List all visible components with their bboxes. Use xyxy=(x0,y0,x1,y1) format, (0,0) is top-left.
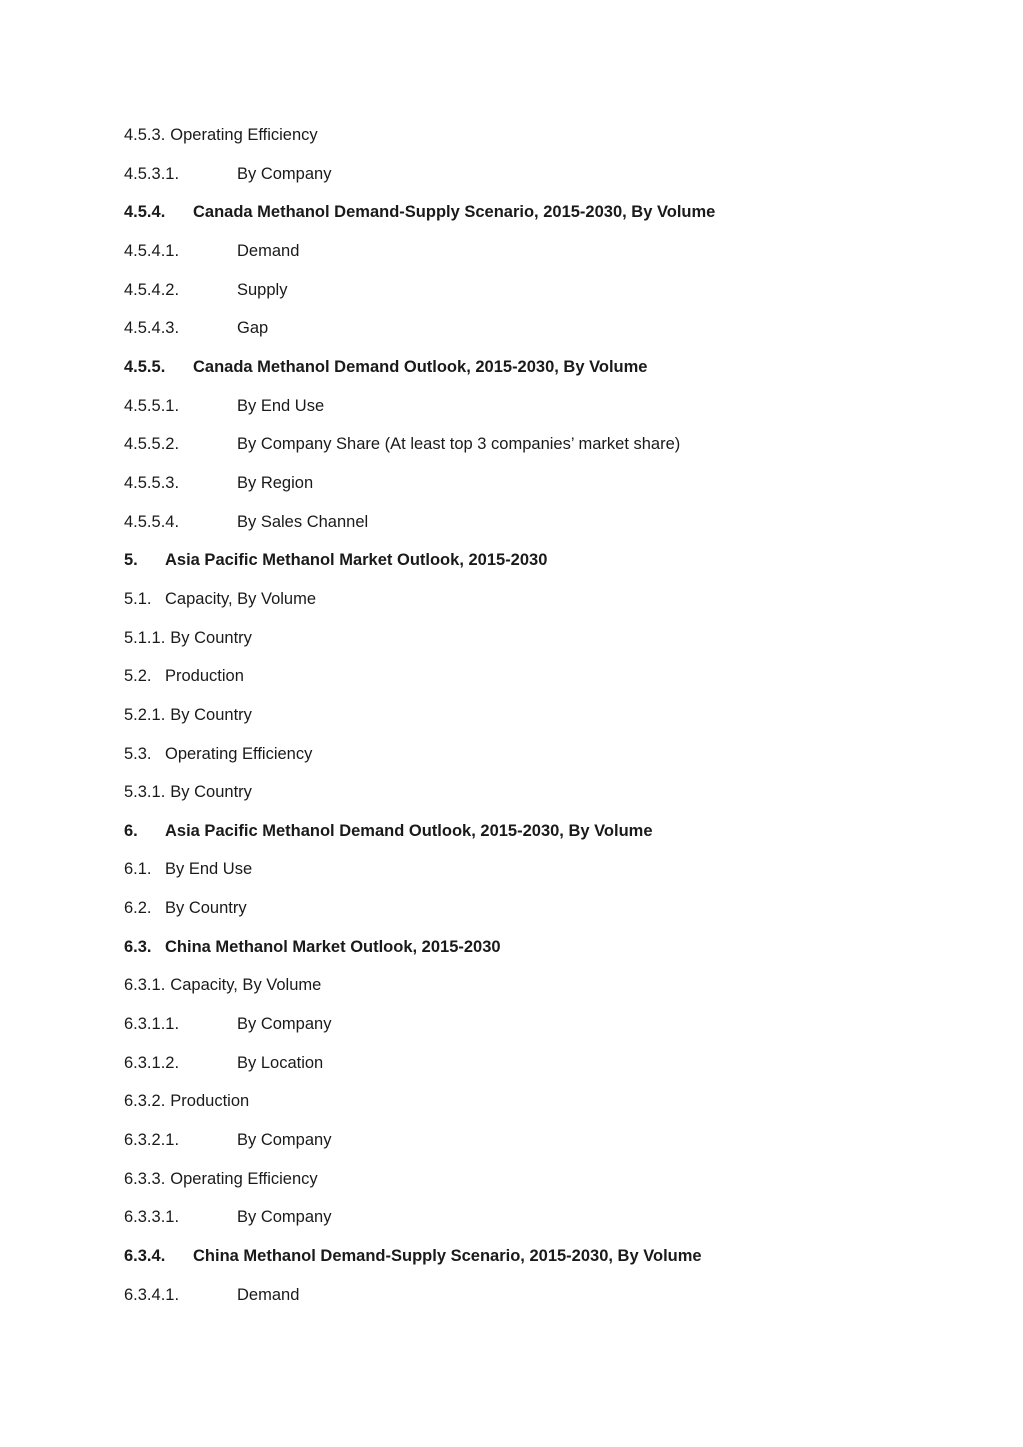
toc-entry xyxy=(124,1168,715,1207)
toc-entry xyxy=(124,665,715,704)
toc-entry-title: By Region xyxy=(237,473,314,492)
toc-entry-title: Operating Efficiency xyxy=(170,126,318,144)
toc-entry-title: Demand xyxy=(237,1285,300,1304)
toc-entry-number: 5.2.1. xyxy=(124,705,166,724)
toc-entry xyxy=(124,1284,715,1323)
toc-entry-number: 4.5.5.4. xyxy=(124,512,180,531)
toc-entry xyxy=(124,124,715,163)
toc-entry-title: By End Use xyxy=(237,396,325,415)
toc-entry-number: 4.5.4.3. xyxy=(124,319,180,338)
toc-entry xyxy=(124,472,715,511)
toc-entry xyxy=(124,1129,715,1168)
toc-entry-title: By Company xyxy=(237,1015,332,1034)
toc-entry xyxy=(124,743,715,782)
toc-entry-number: 4.5.5.1. xyxy=(124,396,180,415)
toc-heading xyxy=(124,936,715,975)
toc-entry-number: 4.5.5.2. xyxy=(124,435,180,454)
toc-entry-title: By Country xyxy=(170,628,252,647)
toc-entry-number: 4.5.4.2. xyxy=(124,280,180,299)
toc-entry-title: By Company xyxy=(237,1131,332,1150)
toc-entry-title: By Country xyxy=(170,705,252,724)
toc-entry xyxy=(124,1090,715,1129)
toc-entry-number: 5.2. xyxy=(124,667,152,686)
toc-entry-title: By Sales Channel xyxy=(237,512,369,531)
toc-entry-number: 5.3.1. xyxy=(124,783,166,802)
toc-entry-title: By End Use xyxy=(165,860,253,879)
toc-entry-number: 6.3.1.1. xyxy=(124,1015,180,1034)
toc-entry-number: 4.5.3.1. xyxy=(124,164,180,183)
toc-entry xyxy=(124,511,715,550)
table-of-contents xyxy=(124,124,715,1322)
toc-entry-number: 4.5.5.3. xyxy=(124,473,180,492)
toc-entry xyxy=(124,974,715,1013)
toc-entry-title: Capacity, By Volume xyxy=(170,976,322,995)
toc-heading xyxy=(124,820,715,859)
toc-entry xyxy=(124,588,715,627)
toc-entry-title: Canada Methanol Demand Outlook, 2015-2030, By Volume xyxy=(193,357,648,376)
toc-entry-title: China Methanol Market Outlook, 2015-2030 xyxy=(165,937,501,956)
toc-entry xyxy=(124,395,715,434)
toc-entry-number: 4.5.4.1. xyxy=(124,241,180,260)
toc-entry-number: 6.3.3.1. xyxy=(124,1208,180,1227)
toc-entry-number: 6.3.1. xyxy=(124,976,166,995)
toc-entry-title: By Company xyxy=(237,1208,332,1227)
toc-entry xyxy=(124,240,715,279)
toc-entry-number: 4.5.4. xyxy=(124,203,166,222)
toc-entry-number: 6.3.3. xyxy=(124,1169,166,1188)
toc-entry-number: 4.5.3. xyxy=(124,126,166,144)
toc-entry-title: Gap xyxy=(237,319,269,338)
toc-entry-title: By Location xyxy=(237,1053,324,1072)
toc-entry-number: 5.1. xyxy=(124,589,152,608)
toc-entry-title: Asia Pacific Methanol Market Outlook, 2015-2030 xyxy=(165,551,548,570)
toc-entry-title: By Company xyxy=(237,164,332,183)
toc-entry-number: 6. xyxy=(124,821,138,840)
toc-entry-number: 5.1.1. xyxy=(124,628,166,647)
toc-entry xyxy=(124,858,715,897)
toc-entry xyxy=(124,317,715,356)
toc-entry xyxy=(124,627,715,666)
toc-heading xyxy=(124,549,715,588)
toc-entry-title: Asia Pacific Methanol Demand Outlook, 2015-2030, By Volume xyxy=(165,821,653,840)
toc-entry-number: 4.5.5. xyxy=(124,357,166,376)
toc-entry xyxy=(124,1052,715,1091)
toc-entry-title: Supply xyxy=(237,280,288,299)
toc-entry-title: By Country xyxy=(165,899,247,918)
toc-entry-number: 5.3. xyxy=(124,744,152,763)
toc-entry-number: 6.3.2. xyxy=(124,1092,166,1111)
toc-entry-title: By Company Share (At least top 3 companies’ market share) xyxy=(237,435,681,454)
toc-entry-title: Capacity, By Volume xyxy=(165,589,317,608)
toc-entry-number: 6.3.2.1. xyxy=(124,1131,180,1150)
toc-entry-title: Demand xyxy=(237,241,300,260)
toc-heading xyxy=(124,201,715,240)
toc-entry-number: 6.2. xyxy=(124,899,152,918)
toc-entry xyxy=(124,1206,715,1245)
toc-entry-number: 6.3.4. xyxy=(124,1247,166,1266)
toc-entry-title: Canada Methanol Demand-Supply Scenario, 2015-2030, By Volume xyxy=(193,203,716,222)
toc-entry-title: Production xyxy=(170,1092,250,1111)
toc-entry xyxy=(124,433,715,472)
toc-entry xyxy=(124,897,715,936)
toc-entry-title: Production xyxy=(165,667,244,686)
toc-heading xyxy=(124,1245,715,1284)
toc-entry xyxy=(124,781,715,820)
toc-entry xyxy=(124,704,715,743)
toc-entry-number: 6.3.1.2. xyxy=(124,1053,180,1072)
toc-entry-title: China Methanol Demand-Supply Scenario, 2015-2030, By Volume xyxy=(193,1247,702,1266)
toc-entry-number: 6.3.4.1. xyxy=(124,1285,180,1304)
toc-entry-number: 5. xyxy=(124,551,138,570)
toc-entry xyxy=(124,279,715,318)
toc-entry-number: 6.3. xyxy=(124,937,152,956)
toc-entry-title: Operating Efficiency xyxy=(165,744,313,763)
toc-entry xyxy=(124,1013,715,1052)
toc-heading xyxy=(124,356,715,395)
toc-entry-title: Operating Efficiency xyxy=(170,1169,318,1188)
toc-entry-title: By Country xyxy=(170,783,252,802)
toc-entry xyxy=(124,163,715,202)
toc-entry-number: 6.1. xyxy=(124,860,152,879)
